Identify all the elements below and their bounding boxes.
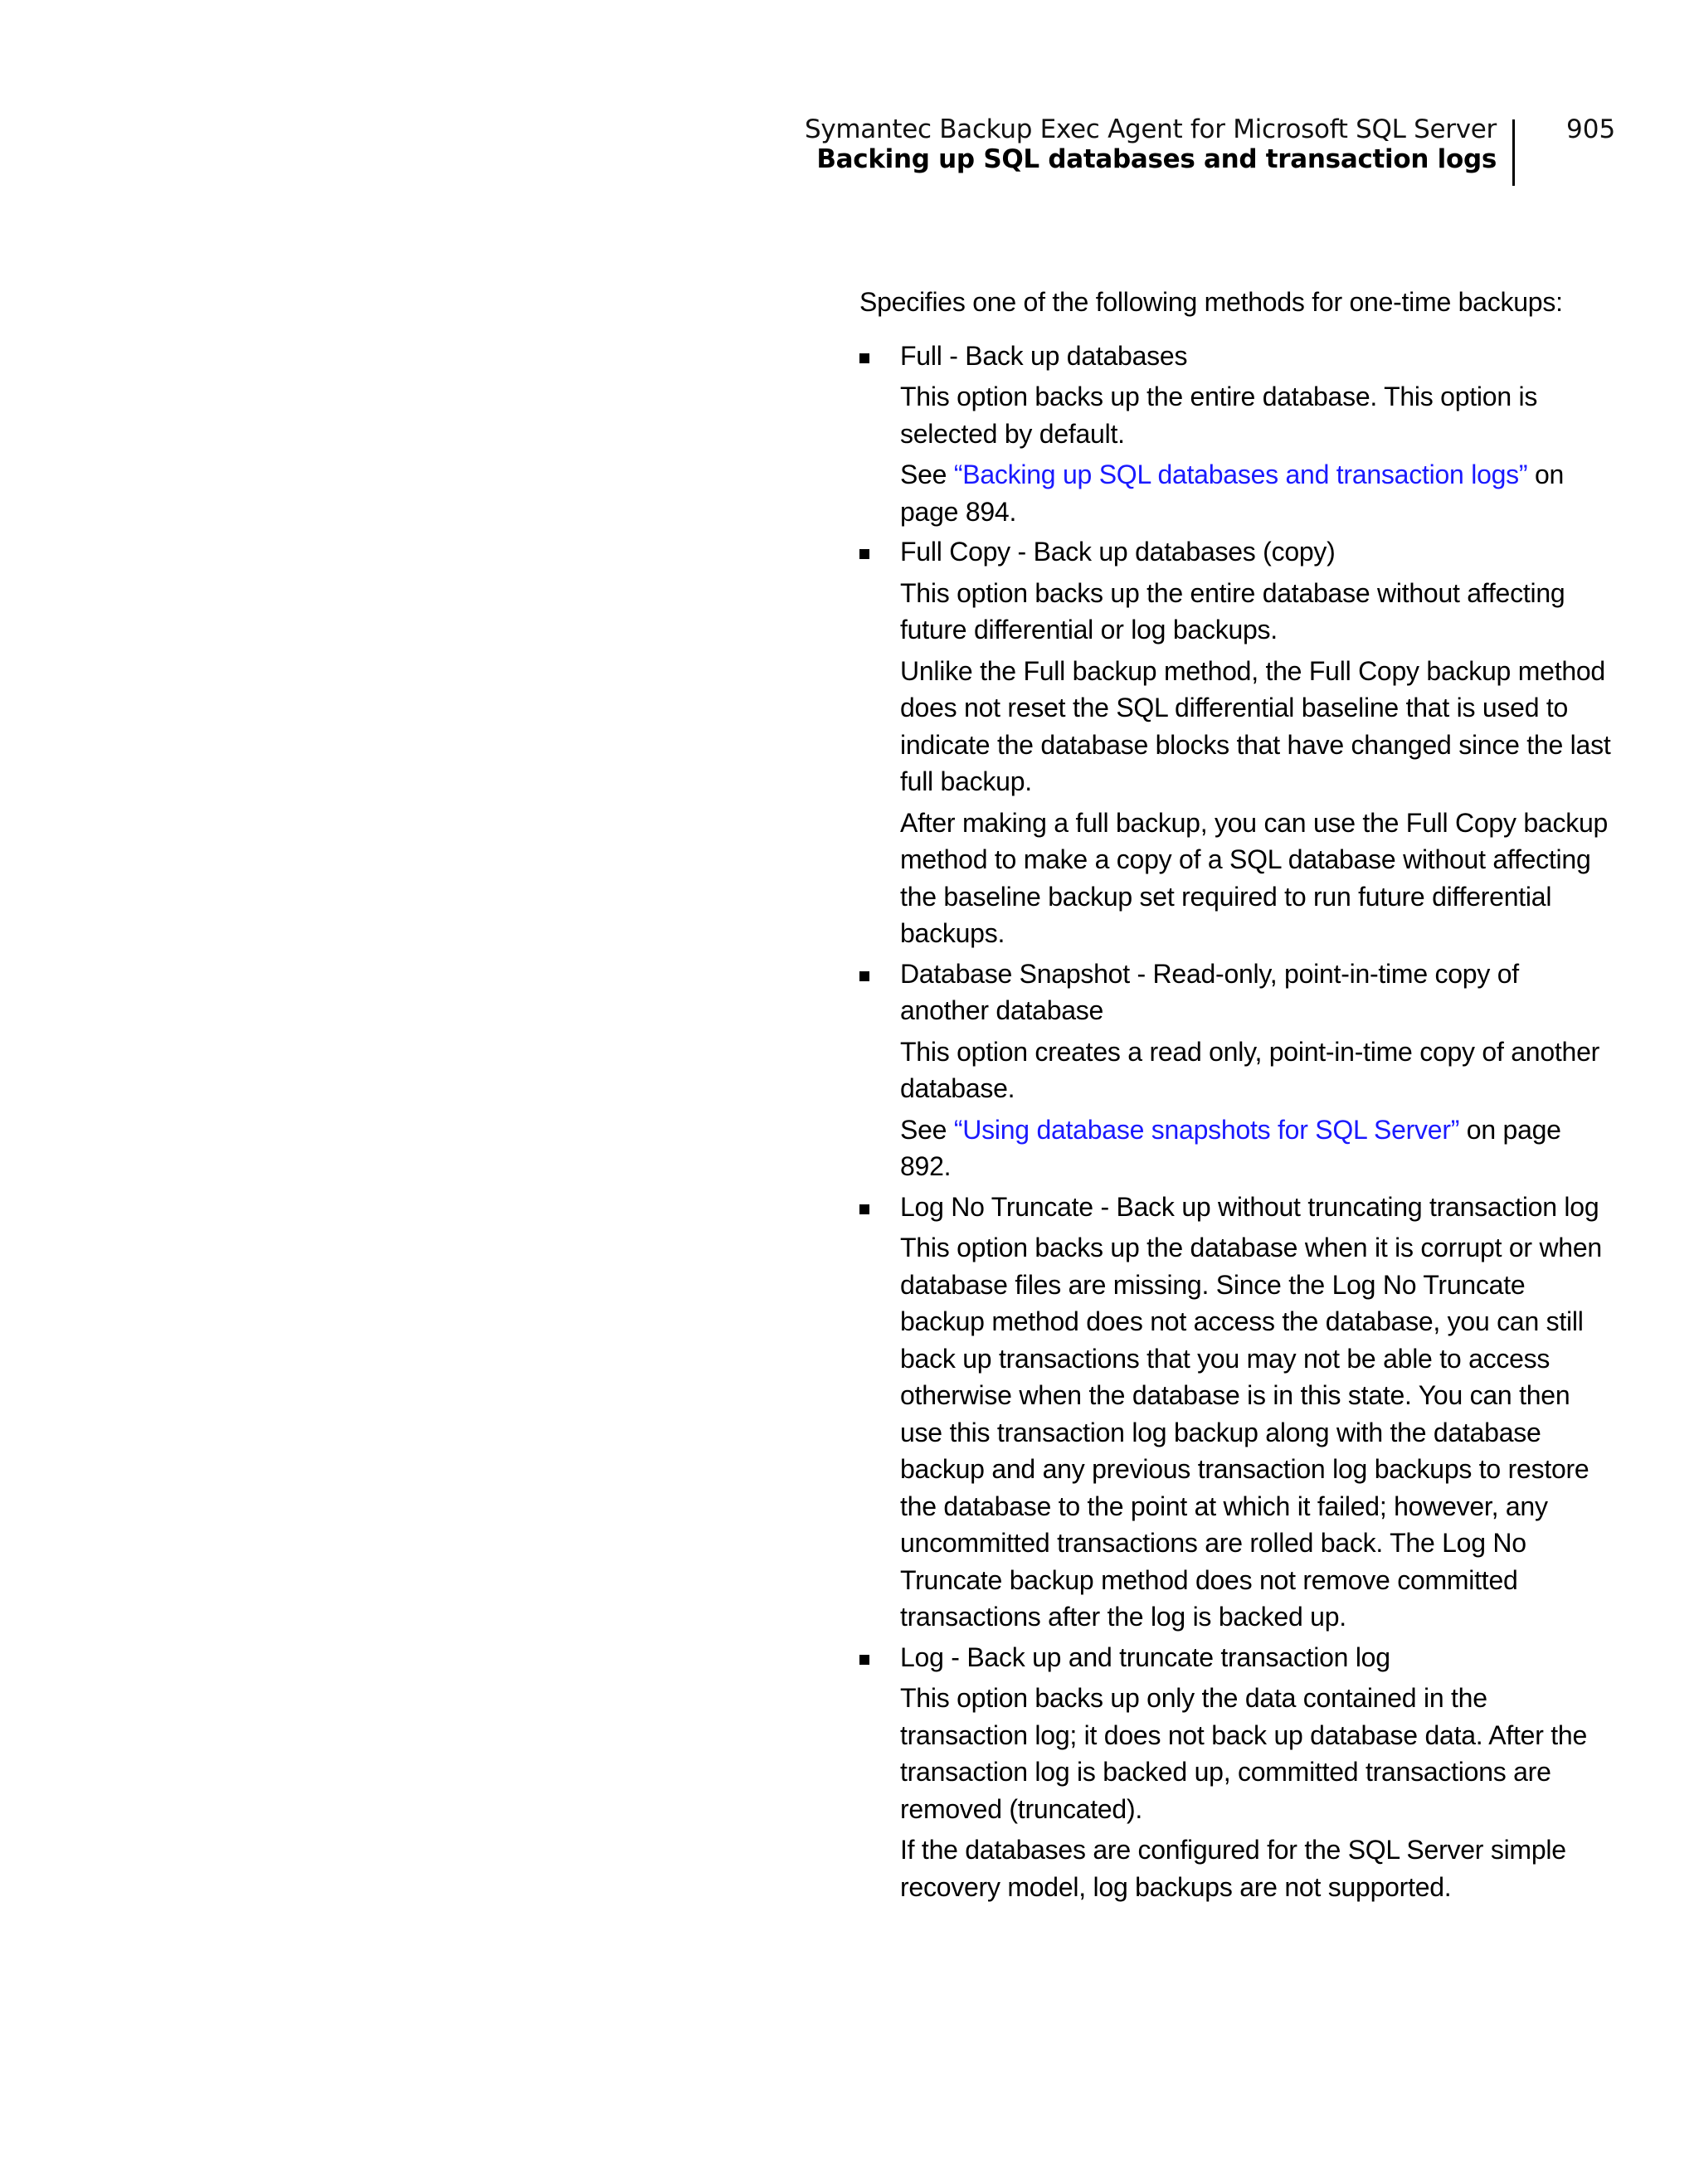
square-bullet-icon — [859, 1655, 869, 1665]
see-prefix: See — [900, 460, 954, 489]
header-titles — [805, 114, 1497, 174]
main-content — [859, 284, 1614, 1909]
method-title: Log No Truncate - Back up without truncating transaction log — [900, 1191, 1599, 1222]
chapter-title: Symantec Backup Exec Agent for Microsoft SQL Server — [804, 114, 1497, 144]
method-description: After making a full backup, you can use the Full Copy backup method to make a copy of a SQL database without affecting the baseline backup set required to run future differential backups. — [900, 807, 1609, 948]
square-bullet-icon — [859, 549, 869, 559]
cross-reference — [900, 1111, 1614, 1185]
list-item-database-snapshot — [859, 956, 1614, 1185]
intro-paragraph: Specifies one of the following methods for one-time backups: — [859, 287, 1563, 317]
list-item-log-no-truncate — [859, 1189, 1614, 1636]
xref-link-database-snapshots[interactable]: “Using database snapshots for SQL Server” — [953, 1114, 1460, 1145]
method-title: Log - Back up and truncate transaction log — [900, 1642, 1390, 1672]
method-title: Full Copy - Back up databases (copy) — [900, 537, 1336, 567]
section-title: Backing up SQL databases and transaction logs — [816, 144, 1497, 174]
see-suffix: on page 892. — [900, 1114, 1561, 1181]
method-description: This option backs up only the data contained in the transaction log; it does not back up database data. After the transaction log is backed up, committed transactions are removed (truncated). — [900, 1683, 1587, 1824]
xref-link-backing-up-sql[interactable]: “Backing up SQL databases and transaction logs” — [953, 460, 1528, 489]
header-divider — [1512, 119, 1515, 186]
method-description: This option backs up the entire database. This option is selected by default. — [900, 382, 1538, 449]
method-description: This option creates a read only, point-in-time copy of another database. — [900, 1036, 1600, 1103]
method-title: Full - Back up databases — [900, 340, 1188, 371]
page-header — [804, 114, 1616, 184]
backup-methods-list — [859, 338, 1614, 1906]
method-description: This option backs up the entire database without affecting future differential or log backups. — [900, 577, 1565, 644]
list-item-full — [859, 338, 1614, 531]
page-number: 905 — [1566, 114, 1616, 144]
list-item-full-copy — [859, 533, 1614, 952]
method-description: If the databases are configured for the SQL Server simple recovery model, log backups are not supported. — [900, 1835, 1566, 1902]
method-description: Unlike the Full backup method, the Full Copy backup method does not reset the SQL differential baseline that is used to indicate the database blocks that have changed since the last full backup. — [900, 655, 1611, 796]
square-bullet-icon — [859, 353, 869, 363]
square-bullet-icon — [859, 971, 869, 981]
see-prefix: See — [900, 1114, 954, 1145]
cross-reference — [900, 456, 1614, 530]
method-description: This option backs up the database when it is corrupt or when database files are missing. Since the Log No Truncate backup method does not access the database, you can still back up transactions that you may not be able to access otherwise when the database is in this state. You can then use this transaction log backup along with the database backup and any previous transaction log backups to restore the database to the point at which it failed; however, any uncommitted transactions are rolled back. The Log No Truncate backup method does not remove committed transactions after the log is backed up. — [900, 1233, 1602, 1632]
see-suffix: on page 894. — [900, 460, 1565, 527]
list-item-log — [859, 1639, 1614, 1906]
square-bullet-icon — [859, 1204, 869, 1214]
method-title: Database Snapshot - Read-only, point-in-time copy of another database — [900, 958, 1519, 1025]
